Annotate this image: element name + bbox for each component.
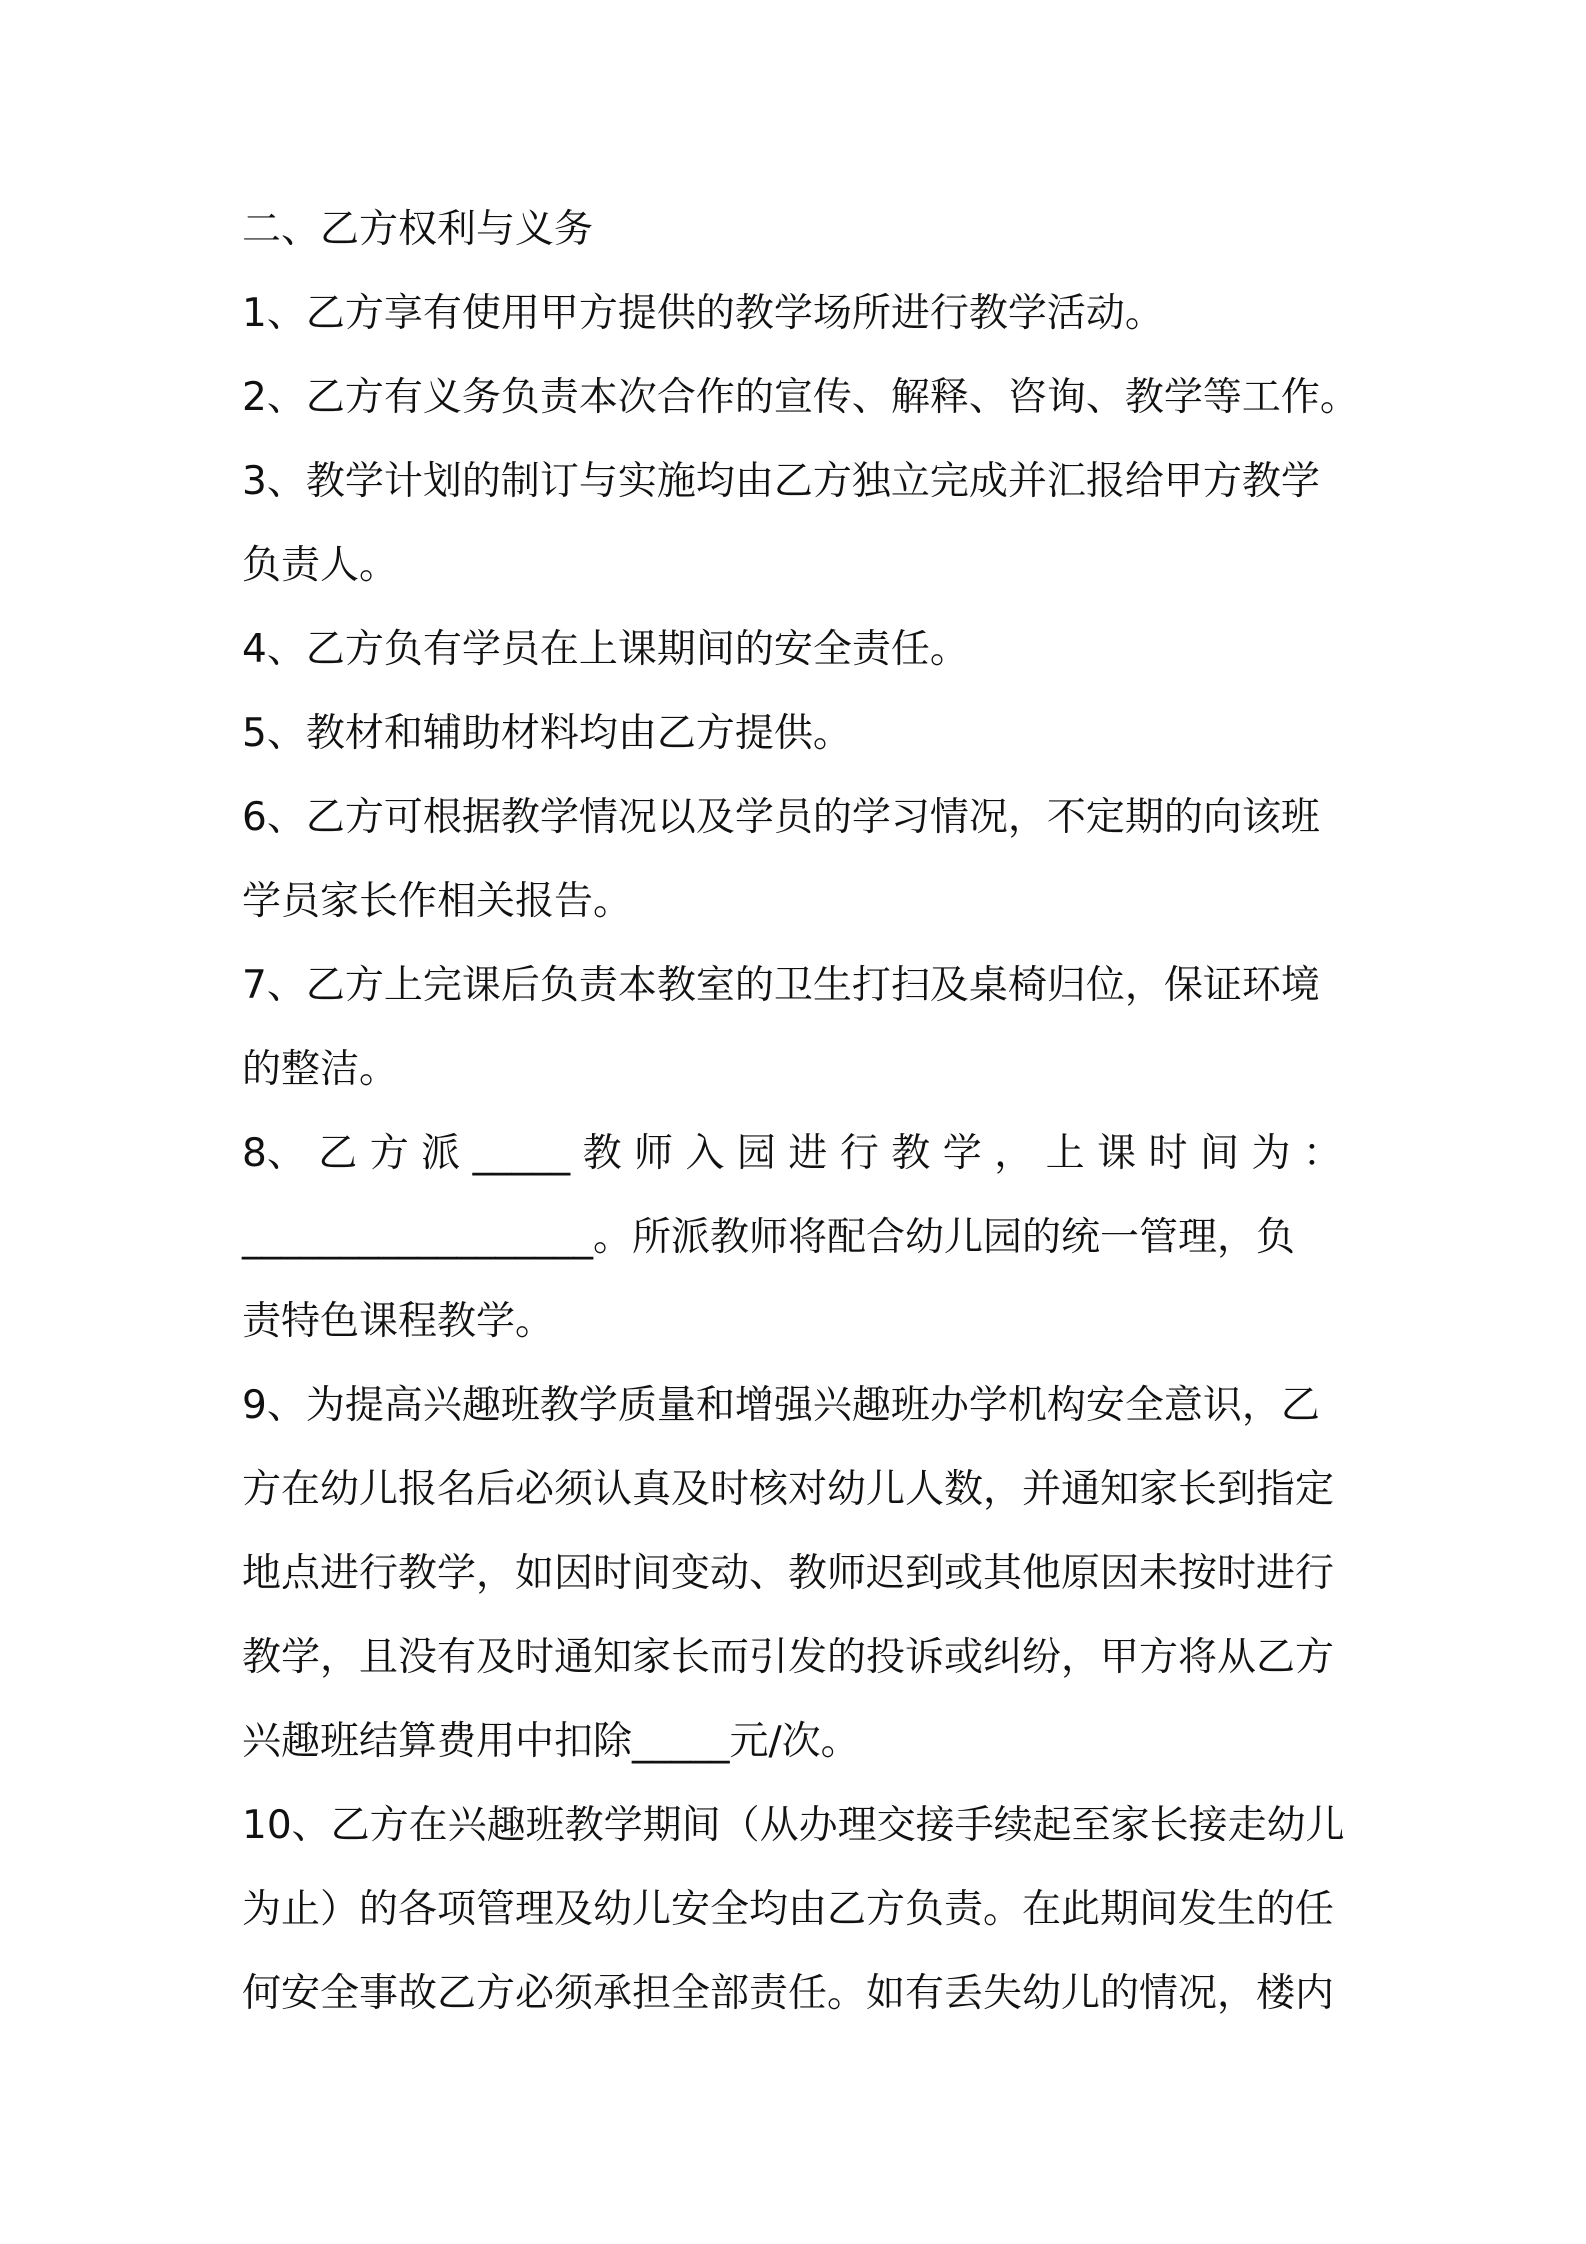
text-glyph: 派 [421, 1131, 461, 1176]
text-glyph: 入 [685, 1131, 725, 1176]
text-line: 2、乙方有义务负责本次合作的宣传、解释、咨询、教学等工作。 [242, 375, 1359, 420]
text-line: 7、乙方上完课后负责本教室的卫生打扫及桌椅归位，保证环境 [242, 963, 1320, 1008]
text-glyph: 方 [369, 1131, 409, 1176]
text-line: 兴趣班结算费用中扣除_____元/次。 [242, 1719, 860, 1764]
section-title: 二、乙方权利与义务 [242, 207, 594, 252]
text-glyph: 学 [942, 1131, 982, 1176]
text-glyph: 教 [891, 1131, 931, 1176]
text-glyph: 教 [582, 1131, 622, 1176]
text-glyph: 行 [839, 1131, 879, 1176]
text-line: 的整洁。 [242, 1047, 399, 1092]
text-line: 教学，且没有及时通知家长而引发的投诉或纠纷，甲方将从乙方 [242, 1635, 1335, 1680]
text-glyph: ： [1302, 1131, 1342, 1176]
text-line: 10、乙方在兴趣班教学期间（从办理交接手续起至家长接走幼儿 [242, 1803, 1345, 1848]
text-glyph: 8、 [242, 1131, 306, 1176]
text-glyph: 乙 [318, 1131, 358, 1176]
blank-field: _____ [472, 1131, 571, 1176]
text-line: 学员家长作相关报告。 [242, 879, 633, 924]
text-glyph: ， [994, 1131, 1034, 1176]
text-line: 方在幼儿报名后必须认真及时核对幼儿人数，并通知家长到指定 [242, 1467, 1335, 1512]
text-line: 责特色课程教学。 [242, 1299, 555, 1344]
text-glyph: 师 [634, 1131, 674, 1176]
text-line: 9、为提高兴趣班教学质量和增强兴趣班办学机构安全意识，乙 [242, 1383, 1320, 1428]
text-line: 4、乙方负有学员在上课期间的安全责任。 [242, 627, 969, 672]
text-line: 何安全事故乙方必须承担全部责任。如有丢失幼儿的情况，楼内 [242, 1971, 1335, 2016]
text-glyph: 课 [1097, 1131, 1137, 1176]
document-body [242, 188, 1372, 2036]
text-glyph: 时 [1148, 1131, 1188, 1176]
text-line: 为止）的各项管理及幼儿安全均由乙方负责。在此期间发生的任 [242, 1887, 1335, 1932]
text-line: 5、教材和辅助材料均由乙方提供。 [242, 711, 852, 756]
text-glyph: 进 [788, 1131, 828, 1176]
text-glyph: 间 [1200, 1131, 1240, 1176]
text-line: 3、教学计划的制订与实施均由乙方独立完成并汇报给甲方教学 [242, 459, 1320, 504]
text-glyph: 为 [1251, 1131, 1291, 1176]
text-line: 地点进行教学，如因时间变动、教师迟到或其他原因未按时进行 [242, 1551, 1335, 1596]
text-line: 1、乙方享有使用甲方提供的教学场所进行教学活动。 [242, 291, 1164, 336]
text-glyph: 上 [1045, 1131, 1085, 1176]
item-8-first-line [242, 1112, 1342, 1196]
text-line: 6、乙方可根据教学情况以及学员的学习情况，不定期的向该班 [242, 795, 1320, 840]
text-glyph: 园 [736, 1131, 776, 1176]
text-line: __________________。所派教师将配合幼儿园的统一管理，负 [242, 1215, 1296, 1260]
text-line: 负责人。 [242, 543, 399, 588]
